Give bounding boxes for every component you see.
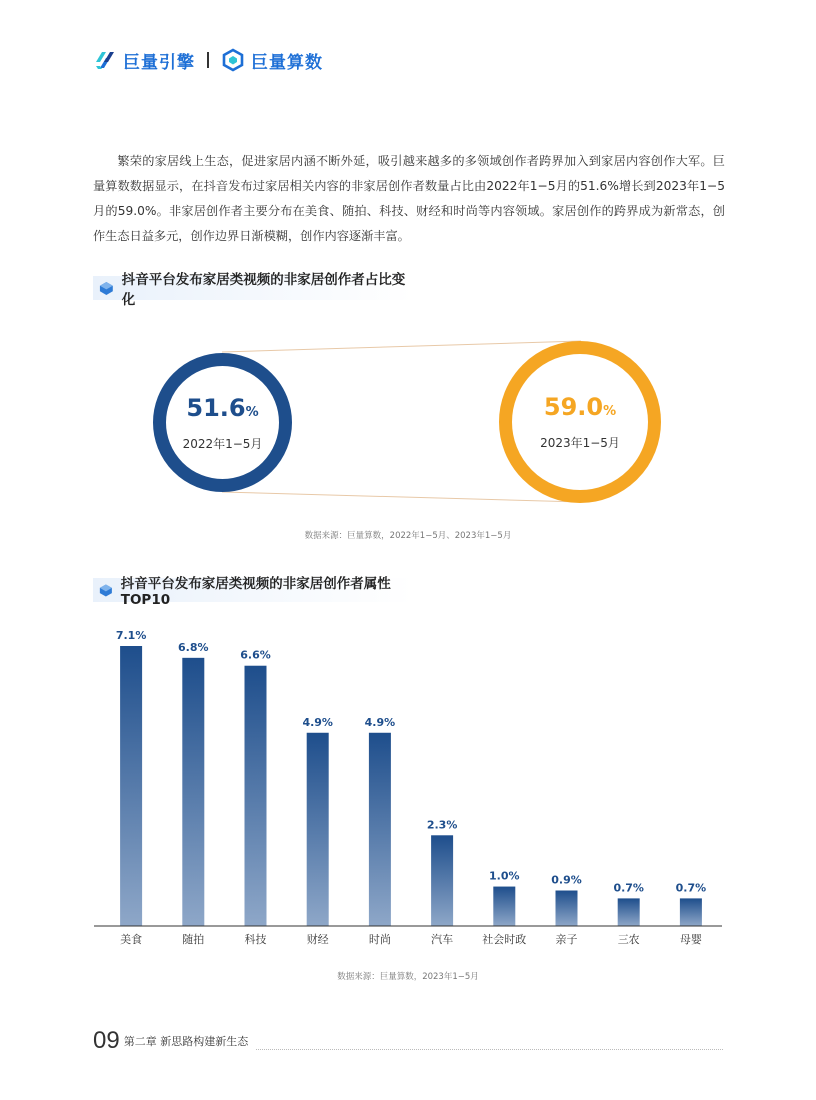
- chapter-label: 第二章 新思路构建新生态: [123, 1035, 249, 1048]
- footer-dotted-line: [256, 1049, 723, 1050]
- bar-汽车: [431, 835, 453, 926]
- category-tick-label: 随拍: [182, 933, 205, 946]
- bar-data-label: 0.9%: [551, 873, 582, 887]
- ring-2023-value: 59.0%: [543, 393, 617, 421]
- category-tick-label: 科技: [244, 933, 267, 946]
- bar-亲子: [556, 891, 578, 926]
- ring-2022-value: 51.6%: [186, 393, 259, 422]
- section-bullet-icon: [99, 583, 113, 598]
- bar-chart: [0, 610, 816, 955]
- bar-时尚: [369, 733, 391, 926]
- category-tick-label: 社会时政: [482, 933, 527, 946]
- bar-data-label: 2.3%: [426, 818, 458, 832]
- source-note-1: 数据来源：巨量算数，2022年1−5月、2023年1−5月: [304, 531, 512, 541]
- bar-母婴: [680, 898, 702, 926]
- bar-data-label: 4.9%: [364, 715, 396, 729]
- category-tick-label: 时尚: [368, 933, 391, 946]
- bar-data-label: 7.1%: [115, 629, 147, 642]
- ring-2022: [153, 353, 292, 492]
- section-title-text: 抖音平台发布家居类视频的非家居创作者属性TOP10: [120, 576, 391, 608]
- category-tick-label: 美食: [120, 933, 143, 946]
- bar-社会时政: [493, 887, 515, 926]
- category-tick-label: 三农: [617, 933, 640, 946]
- section-title-text: 抖音平台发布家居类视频的非家居创作者占比变化: [121, 272, 406, 308]
- bar-data-label: 1.0%: [489, 869, 520, 883]
- category-tick-label: 汽车: [431, 933, 454, 946]
- ring-2023-date: 2023年1−5月: [540, 436, 620, 450]
- category-tick-label: 财经: [306, 933, 329, 946]
- bar-data-label: 4.9%: [302, 715, 333, 729]
- ring-2023: [499, 341, 661, 503]
- intro-paragraph: 繁荣的家居线上生态，促进家居内涵不断外延，吸引越来越多的多领域创作者跨界加入到家居内容创作大军。巨量算数数据显示，在抖音发布过家居相关内容的非家居创作者数量占比由2022年1−5月的51.6%增长到2023年1−5月的59.0%。非家居创作者主要分布在美食、随拍、科技、财经和时尚等内容领域。家居创作的跨界成为新常态，创作生态日益多元，创作边界日渐模糊，创作内容逐渐丰富。: [93, 154, 725, 243]
- footer: [93, 1028, 723, 1054]
- bar-科技: [245, 666, 267, 926]
- bar-三农: [618, 898, 640, 926]
- bar-data-label: 0.7%: [613, 881, 644, 895]
- section-title-top10: [93, 576, 413, 608]
- category-tick-label: 亲子: [555, 933, 578, 946]
- bar-财经: [307, 733, 329, 926]
- category-tick-label: 母婴: [679, 933, 702, 946]
- page-number: 09: [93, 1027, 120, 1054]
- brand-left-label: 巨量引擎: [123, 52, 195, 73]
- bar-data-label: 6.6%: [240, 648, 271, 662]
- bar-data-label: 6.8%: [178, 640, 209, 654]
- ring-2022-date: 2022年1−5月: [182, 436, 263, 451]
- bar-data-label: 0.7%: [675, 881, 707, 895]
- bar-随拍: [182, 658, 204, 926]
- brand-right-label: 巨量算数: [251, 52, 323, 73]
- source-note-2: 数据来源：巨量算数，2023年1−5月: [337, 972, 479, 982]
- bar-美食: [120, 646, 142, 926]
